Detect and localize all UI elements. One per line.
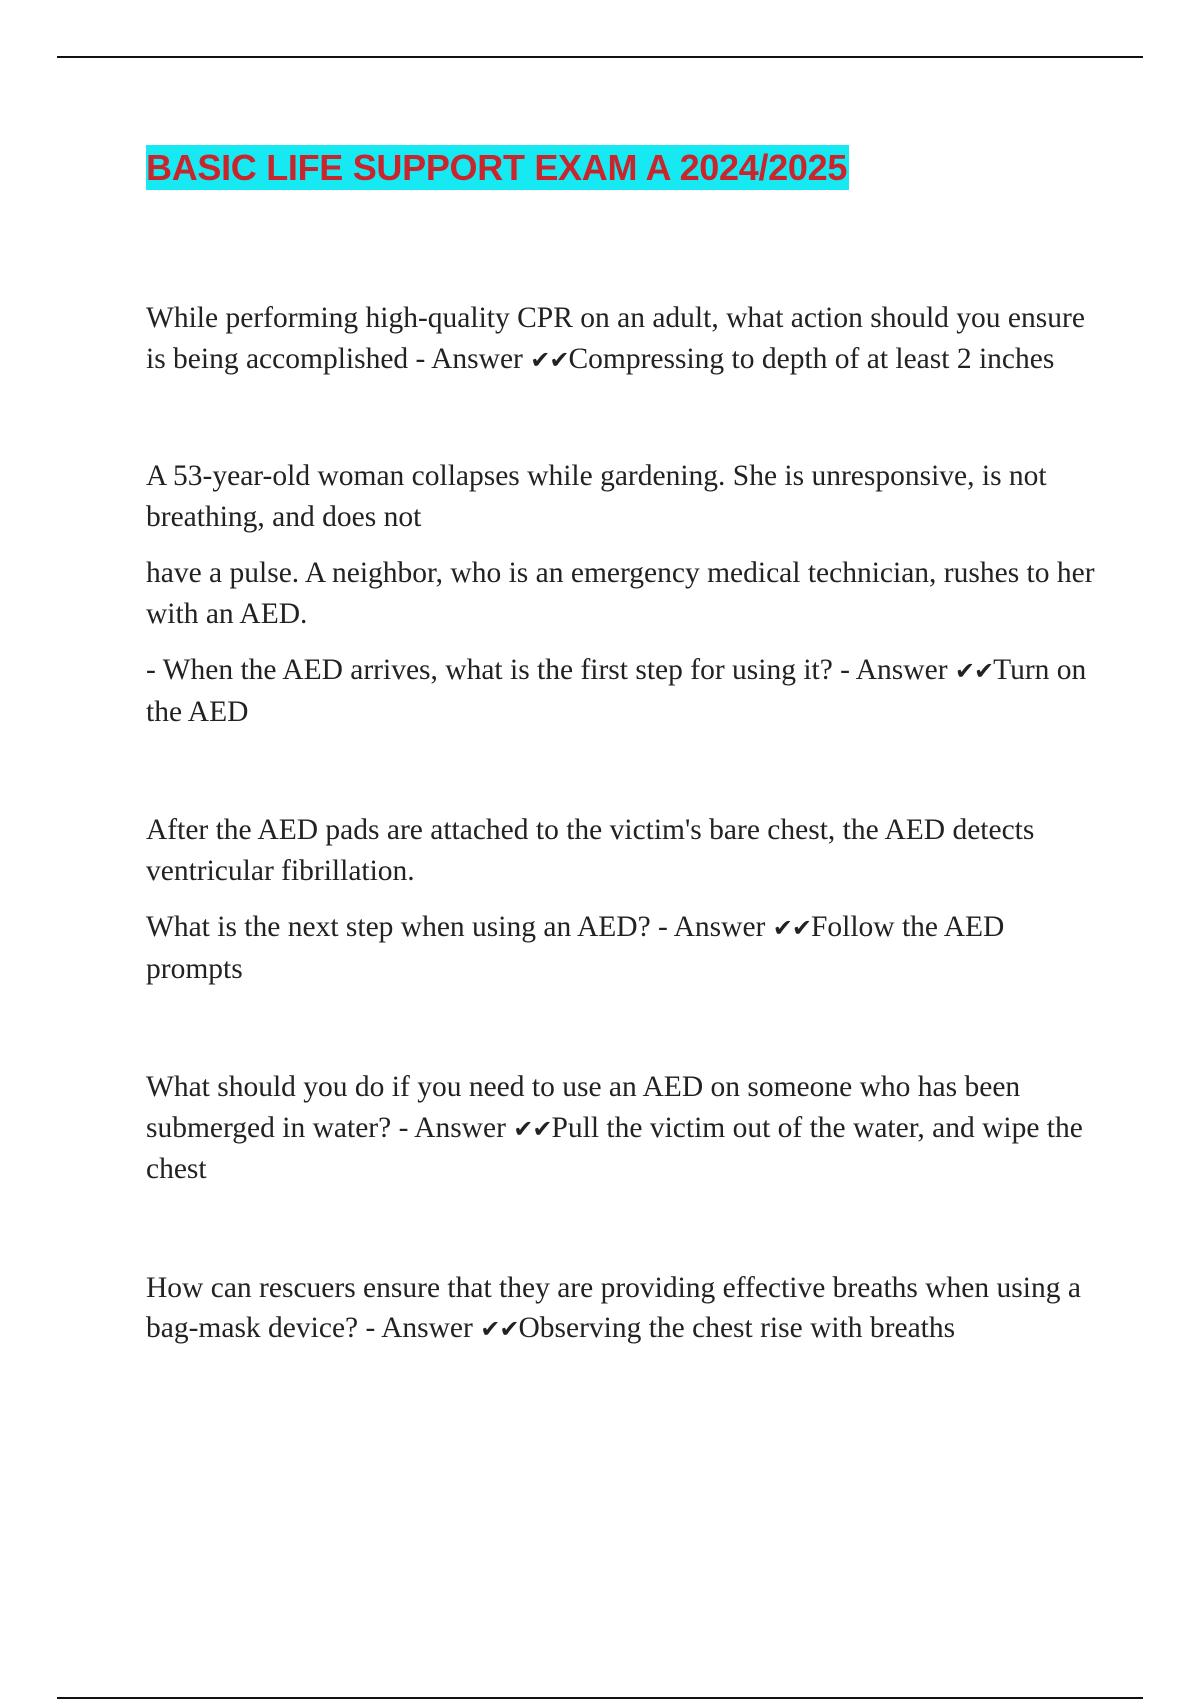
footer-rule	[57, 1697, 1143, 1699]
qa-item	[146, 298, 1096, 380]
double-check-icon: ✔✔	[954, 657, 994, 685]
qa-item	[146, 1268, 1096, 1350]
double-check-icon: ✔✔	[480, 1315, 519, 1343]
answer-text: Follow the AED prompts	[146, 911, 1005, 985]
qa-paragraph	[146, 298, 1096, 380]
question-text: While performing high-quality CPR on an adult, what action should you ensure is being accomplished - Answer	[146, 302, 1085, 375]
qa-item	[146, 456, 1096, 732]
qa-item	[146, 1067, 1096, 1190]
question-text: What should you do if you need to use an AED on someone who has been submerged in water? - Answer	[146, 1071, 1021, 1144]
question-text: have a pulse. A neighbor, who is an emergency medical technician, rushes to her with an AED.	[146, 557, 1095, 630]
qa-paragraph	[146, 553, 1096, 634]
answer-text: Observing the chest rise with breaths	[518, 1312, 956, 1344]
header-rule	[57, 56, 1143, 58]
answer-text: Turn on the AED	[146, 654, 1087, 728]
answer-text: Compressing to depth of at least 2 inches	[568, 342, 1055, 375]
question-text: - When the AED arrives, what is the first step for using it? - Answer	[146, 654, 955, 686]
page-content	[146, 145, 1096, 1350]
double-check-icon: ✔✔	[530, 345, 569, 374]
qa-paragraph	[146, 456, 1096, 537]
qa-paragraph	[146, 810, 1096, 891]
qa-paragraph	[146, 1268, 1096, 1350]
double-check-icon: ✔✔	[772, 914, 811, 942]
question-text: How can rescuers ensure that they are providing effective breaths when using a bag-mask device? - Answer	[146, 1271, 1081, 1344]
double-check-icon: ✔✔	[513, 1114, 552, 1143]
qa-paragraph	[146, 650, 1096, 732]
question-text: After the AED pads are attached to the victim's bare chest, the AED detects ventricular fibrillation.	[146, 814, 1035, 887]
question-text: A 53-year-old woman collapses while gardening. She is unresponsive, is not breathing, and does not	[146, 460, 1047, 533]
document-title: BASIC LIFE SUPPORT EXAM A 2024/2025	[146, 147, 848, 188]
answer-text: Pull the victim out of the water, and wipe the chest	[146, 1111, 1083, 1185]
qa-paragraph	[146, 907, 1096, 989]
question-text: What is the next step when using an AED? - Answer	[146, 911, 773, 943]
qa-paragraph	[146, 1067, 1096, 1190]
qa-item	[146, 810, 1096, 989]
